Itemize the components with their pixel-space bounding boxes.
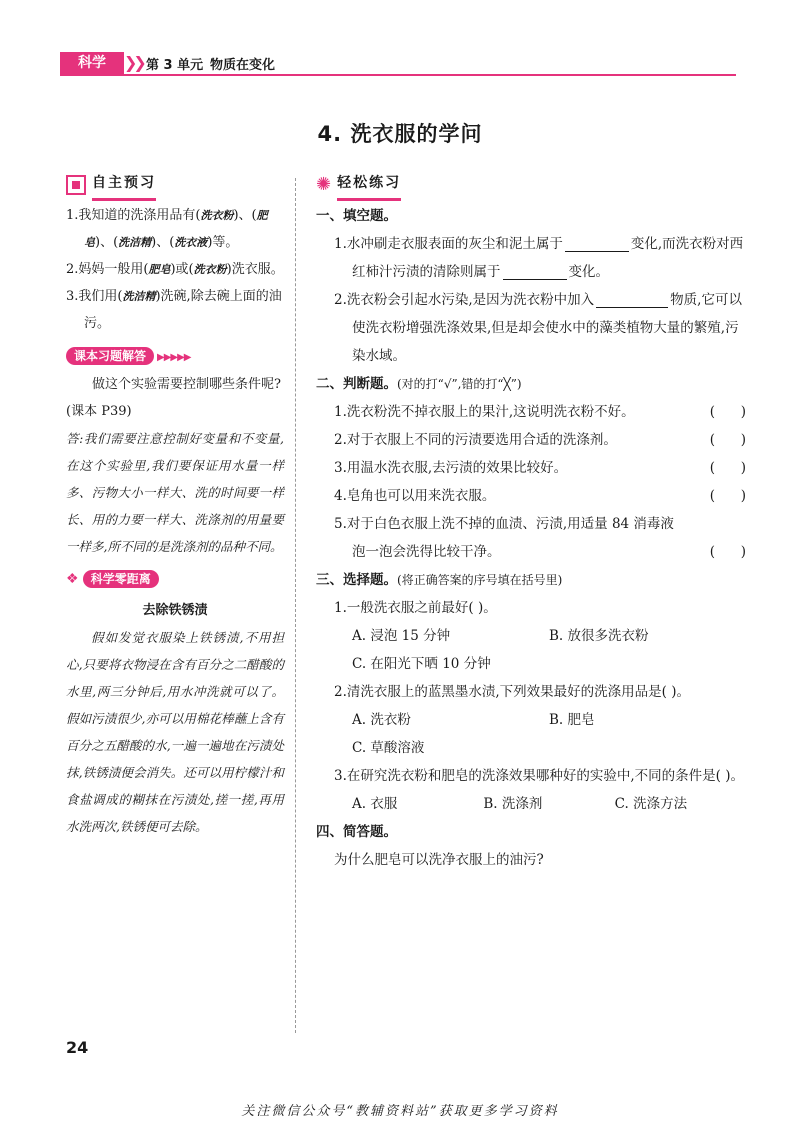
- answer-paren[interactable]: ( ): [709, 488, 746, 504]
- sun-icon: ✺: [316, 174, 332, 195]
- judge-item-5-cont: 泡一泡会洗得比较干净。 ( ): [316, 538, 746, 566]
- choice-2-options: [316, 706, 746, 734]
- science-section-header: [66, 566, 284, 593]
- footer-watermark: 关注微信公众号“教辅资料站”获取更多学习资料: [241, 1104, 559, 1119]
- answer-paren[interactable]: ( ): [709, 460, 746, 476]
- column-divider: [295, 178, 296, 1033]
- textbook-answer: 答:我们需要注意控制好变量和不变量,在这个实验里,我们要保证用水量一样多、污物大小一样大、洗的时间要一样长、用的力要一样大、洗涤剂的用量要一样多,所不同的是洗涤剂的品种不同。: [66, 431, 284, 554]
- option-a[interactable]: A. 衣服: [352, 796, 398, 812]
- unit-label: 第 3 单元: [146, 58, 204, 73]
- option-b[interactable]: B. 放很多洗衣粉: [549, 628, 649, 644]
- preview-item-1: 1.我知道的洗涤用品有(洗衣粉)、(肥皂)、(洗洁精)、(洗衣液)等。: [66, 208, 268, 250]
- short-heading: 四、简答题。: [316, 824, 397, 840]
- preview-item-2: 2.妈妈一般用(肥皂)或(洗衣粉)洗衣服。: [66, 262, 284, 277]
- science-subtitle: 去除铁锈渍: [142, 603, 208, 618]
- textbook-section-header: [66, 343, 284, 371]
- textbook-title: 课本习题解答: [66, 347, 154, 365]
- double-chevron-icon: ❯❯: [124, 53, 143, 72]
- answer-paren[interactable]: ( ): [709, 432, 746, 448]
- choice-heading: 三、选择题。(将正确答案的序号填在括号里): [316, 572, 563, 588]
- page-number: 24: [66, 1038, 89, 1057]
- option-c[interactable]: C. 草酸溶液: [352, 740, 425, 756]
- option-a[interactable]: A. 浸泡 15 分钟: [352, 628, 451, 644]
- preview-item-3: 3.我们用(洗洁精)洗碗,除去碗上面的油污。: [66, 289, 282, 331]
- choice-3-options: [316, 790, 746, 818]
- fill-blank[interactable]: [565, 234, 629, 252]
- right-column: [316, 172, 746, 874]
- answer-paren[interactable]: ( ): [709, 544, 746, 560]
- choice-1-options-row2: [316, 650, 746, 678]
- option-c[interactable]: C. 在阳光下晒 10 分钟: [352, 656, 491, 672]
- fill-question-2: 2.洗衣粉会引起水污染,是因为洗衣粉中加入 物质,它可以使洗衣粉增强洗涤效果,但是却会使水中的藻类植物大量的繁殖,污染水域。: [334, 292, 742, 364]
- choice-question-1: 1.一般洗衣服之前最好( )。: [334, 600, 497, 616]
- fill-blank[interactable]: [503, 262, 567, 280]
- left-column: [66, 172, 284, 840]
- choice-1-options: [316, 622, 746, 650]
- lesson-title: 4. 洗衣服的学问: [317, 122, 483, 146]
- practice-section-header: [316, 172, 746, 198]
- short-question: 为什么肥皂可以洗净衣服上的油污?: [334, 852, 544, 868]
- choice-question-2: 2.清洗衣服上的蓝黑墨水渍,下列效果最好的洗涤用品是( )。: [334, 684, 690, 700]
- judge-item-3: 3.用温水洗衣服,去污渍的效果比较好。 ( ): [316, 454, 746, 482]
- option-c[interactable]: C. 洗涤方法: [614, 796, 688, 812]
- science-body: 假如发觉衣服染上铁锈渍,不用担心,只要将衣物浸在含有百分之二醋酸的水里,两三分钟后,用水冲洗就可以了。假如污渍很少,亦可以用棉花棒蘸上含有百分之五醋酸的水,一遍一遍地在污渍处抹,铁锈渍便会消失。还可以用柠檬汁和食盐调成的糊抹在污渍处,搓一搓,再用水洗两次,铁锈便可去除。: [66, 630, 284, 834]
- preview-title: 自主预习: [92, 170, 156, 201]
- subject-tag: 科学: [60, 52, 124, 74]
- fill-heading: 一、填空题。: [316, 208, 397, 224]
- unit-topic: 物质在变化: [210, 58, 276, 73]
- option-b[interactable]: B. 肥皂: [549, 712, 595, 728]
- judge-item-5: 5.对于白色衣服上洗不掉的血渍、污渍,用适量 84 消毒液: [334, 516, 674, 532]
- fill-question-1: 1.水冲刷走衣服表面的灰尘和泥土属于 变化,而洗衣粉对西红柿汁污渍的清除则属于 变化。: [334, 236, 744, 280]
- choice-2-options-row2: [316, 734, 746, 762]
- preview-section-header: [66, 172, 284, 198]
- textbook-question: 做这个实验需要控制哪些条件呢?(课本 P39): [66, 377, 281, 419]
- arrows-icon: ▶▶▶▶▶: [157, 352, 191, 363]
- book-icon: ❖: [66, 571, 79, 587]
- practice-title: 轻松练习: [337, 169, 401, 201]
- square-target-icon: [66, 175, 86, 195]
- page-header: [60, 50, 736, 76]
- judge-item-1: 1.洗衣粉洗不掉衣服上的果汁,这说明洗衣粉不好。 ( ): [316, 398, 746, 426]
- choice-question-3: 3.在研究洗衣粉和肥皂的洗涤效果哪种好的实验中,不同的条件是( )。: [334, 768, 744, 784]
- option-b[interactable]: B. 洗涤剂: [483, 796, 543, 812]
- option-a[interactable]: A. 洗衣粉: [352, 712, 411, 728]
- fill-blank[interactable]: [596, 290, 668, 308]
- science-title: 科学零距离: [83, 570, 159, 588]
- answer-paren[interactable]: ( ): [709, 404, 746, 420]
- judge-item-2: 2.对于衣服上不同的污渍要选用合适的洗涤剂。 ( ): [316, 426, 746, 454]
- judge-item-4: 4.皂角也可以用来洗衣服。 ( ): [316, 482, 746, 510]
- header-rule: [60, 74, 736, 76]
- judge-heading: 二、判断题。(对的打“√”,错的打“╳”): [316, 376, 522, 392]
